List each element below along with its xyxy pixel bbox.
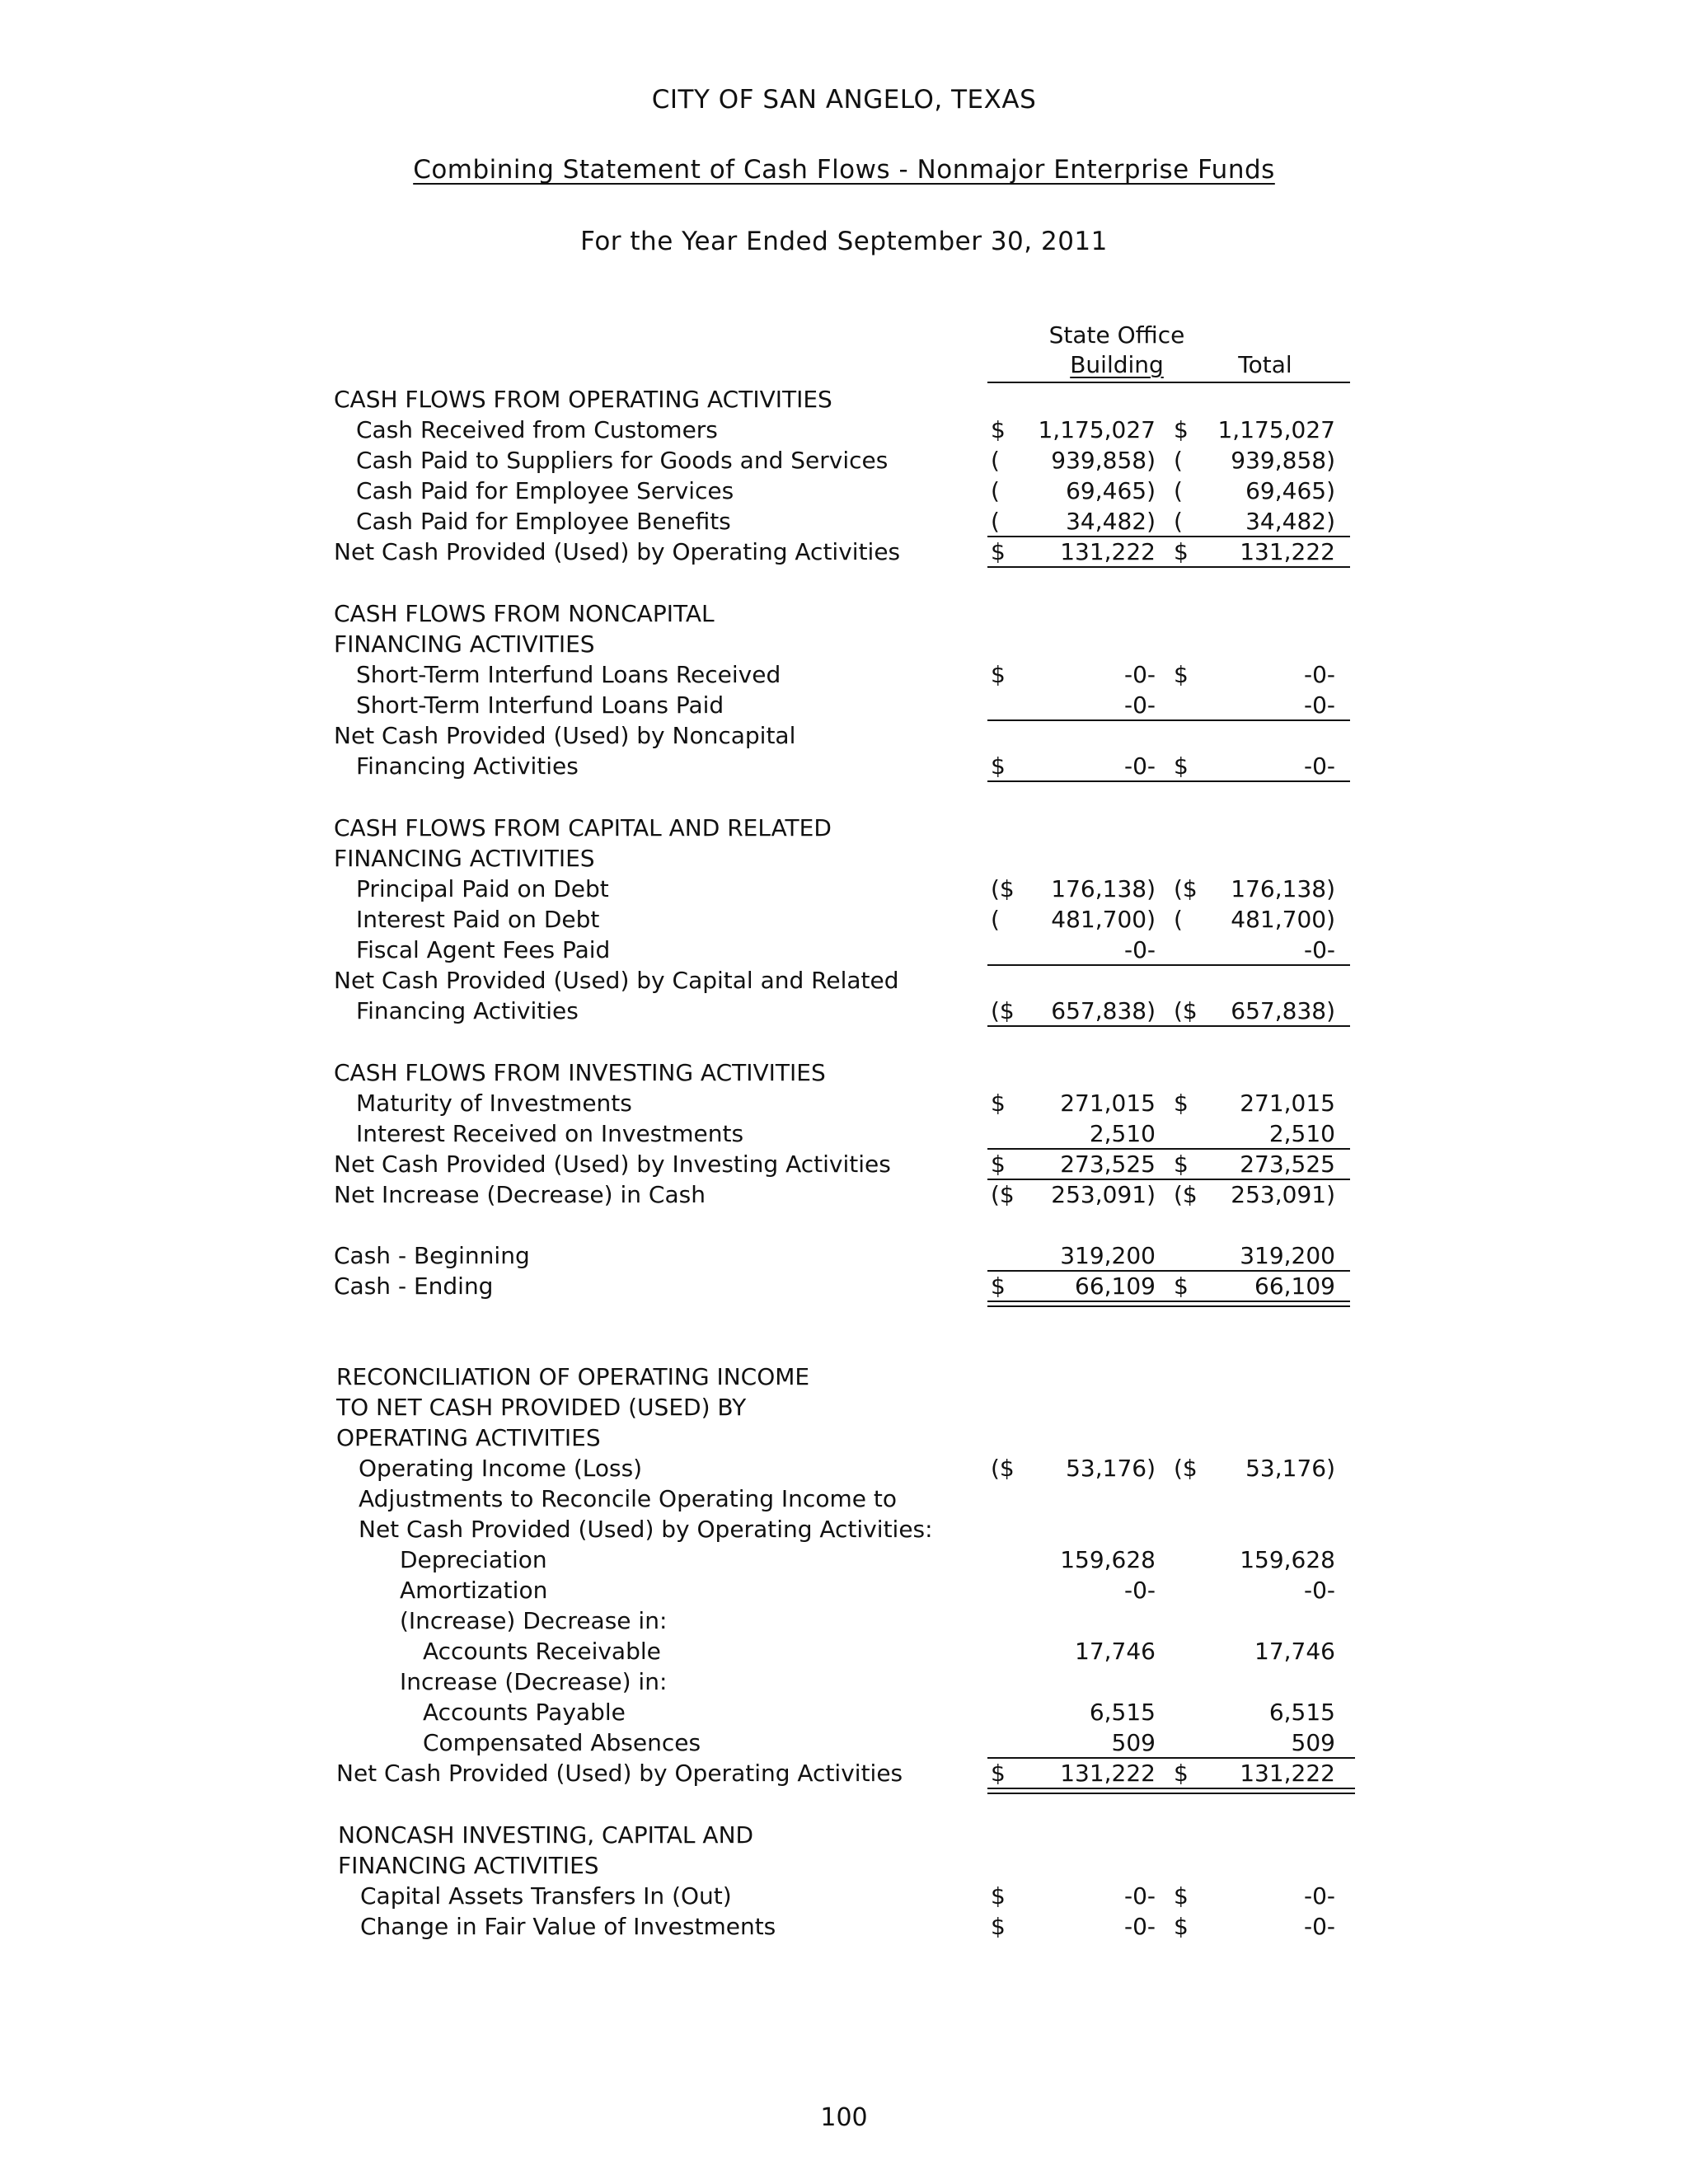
paren-currency-sign: ($: [1174, 1455, 1198, 1482]
state-office-value: -0-: [1123, 1882, 1156, 1910]
table-row: [0, 1118, 1688, 1149]
row-label: Change in Fair Value of Investments: [360, 1913, 776, 1940]
row-label: Accounts Receivable: [423, 1638, 661, 1665]
table-row: [0, 690, 1688, 720]
paren-currency-sign: ($: [1174, 1181, 1198, 1208]
state-office-value: 53,176): [1066, 1455, 1156, 1482]
currency-sign: $: [991, 1882, 1006, 1910]
total-value: 34,482): [1245, 508, 1335, 535]
total-value: -0-: [1303, 936, 1335, 963]
total-value: -0-: [1303, 1577, 1335, 1604]
total-value: 939,858): [1231, 447, 1335, 474]
section-heading-text: FINANCING ACTIVITIES: [334, 845, 595, 872]
row-label: Principal Paid on Debt: [356, 875, 609, 902]
total-value: 176,138): [1231, 875, 1335, 902]
section-heading-operating: [0, 384, 1688, 415]
column-header-state-office-line1: State Office: [1048, 321, 1185, 349]
paren-sign: (: [1174, 477, 1183, 504]
row-label: Accounts Payable: [423, 1699, 626, 1726]
table-row: [0, 445, 1688, 476]
table-row-total: [0, 751, 1688, 781]
table-row: [0, 1575, 1688, 1605]
currency-sign: $: [991, 1760, 1006, 1787]
state-office-value: 6,515: [1089, 1699, 1156, 1726]
state-office-value: 481,700): [1051, 906, 1156, 933]
paren-currency-sign: ($: [1174, 875, 1198, 902]
state-office-value: 66,109: [1075, 1272, 1156, 1300]
row-label: Net Cash Provided (Used) by Operating Activities: [336, 1760, 903, 1787]
row-label: Net Cash Provided (Used) by Capital and Related: [334, 967, 899, 994]
currency-sign: $: [1174, 1272, 1189, 1300]
section-heading-investing: [0, 1057, 1688, 1088]
row-label: Cash Paid for Employee Benefits: [356, 508, 731, 535]
document-title-city: CITY OF SAN ANGELO, TEXAS: [651, 85, 1037, 115]
table-row: [0, 1514, 1688, 1544]
total-value: 131,222: [1240, 538, 1335, 565]
currency-sign: $: [991, 416, 1006, 443]
paren-sign: (: [991, 906, 1000, 933]
table-row: [0, 1088, 1688, 1118]
state-office-value: 69,465): [1066, 477, 1156, 504]
row-label: Net Cash Provided (Used) by Operating Activities: [334, 538, 901, 565]
section-heading-text: CASH FLOWS FROM OPERATING ACTIVITIES: [334, 386, 832, 413]
table-row: [0, 506, 1688, 537]
row-label: Depreciation: [400, 1546, 547, 1573]
total-rule: [987, 1025, 1350, 1027]
paren-currency-sign: ($: [991, 1181, 1015, 1208]
double-rule-top: [987, 1301, 1350, 1302]
state-office-value: 176,138): [1051, 875, 1156, 902]
table-row: [0, 476, 1688, 506]
row-label: Cash Paid to Suppliers for Goods and Services: [356, 447, 889, 474]
currency-sign: $: [991, 1151, 1006, 1178]
currency-sign: $: [1174, 1882, 1189, 1910]
paren-currency-sign: ($: [991, 875, 1015, 902]
total-value: -0-: [1303, 691, 1335, 719]
state-office-value: 2,510: [1089, 1120, 1156, 1147]
total-rule: [987, 566, 1350, 568]
row-label: Increase (Decrease) in:: [400, 1668, 668, 1695]
state-office-value: -0-: [1123, 752, 1156, 780]
row-label: Maturity of Investments: [356, 1090, 632, 1117]
section-heading-reconciliation-2: [0, 1392, 1688, 1422]
state-office-value: 131,222: [1060, 1760, 1156, 1787]
state-office-value: 1,175,027: [1038, 416, 1156, 443]
paren-currency-sign: ($: [991, 1455, 1015, 1482]
row-label: Fiscal Agent Fees Paid: [356, 936, 611, 963]
paren-currency-sign: ($: [1174, 997, 1198, 1024]
section-heading-reconciliation-3: [0, 1422, 1688, 1453]
header-rule: [987, 382, 1350, 383]
currency-sign: $: [1174, 1151, 1189, 1178]
statement-title-text: Combining Statement of Cash Flows - Nonmajor Enterprise Funds: [413, 155, 1275, 185]
row-label: Capital Assets Transfers In (Out): [360, 1882, 732, 1910]
table-row: [0, 1697, 1688, 1727]
total-value: 17,746: [1254, 1638, 1335, 1665]
paren-sign: (: [1174, 906, 1183, 933]
state-office-value: -0-: [1123, 661, 1156, 688]
row-label: Net Cash Provided (Used) by Noncapital: [334, 722, 796, 749]
section-heading-noncash-2: [0, 1850, 1688, 1881]
total-value: 6,515: [1268, 1699, 1335, 1726]
paren-sign: (: [1174, 508, 1183, 535]
row-label: Cash - Ending: [334, 1272, 494, 1300]
total-value: 1,175,027: [1217, 416, 1335, 443]
row-label: Cash Paid for Employee Services: [356, 477, 734, 504]
currency-sign: $: [991, 661, 1006, 688]
statement-period: For the Year Ended September 30, 2011: [580, 227, 1108, 256]
currency-sign: $: [991, 538, 1006, 565]
section-heading-text: FINANCING ACTIVITIES: [334, 630, 595, 658]
table-row: [0, 1453, 1688, 1483]
double-rule-bottom: [987, 1305, 1350, 1307]
section-heading-reconciliation: [0, 1361, 1688, 1392]
state-office-value: 319,200: [1060, 1242, 1156, 1269]
table-row: [0, 415, 1688, 445]
row-label: Adjustments to Reconcile Operating Income to: [359, 1485, 897, 1512]
table-row: [0, 659, 1688, 690]
total-value: 273,525: [1240, 1151, 1335, 1178]
state-office-value: 131,222: [1060, 538, 1156, 565]
state-office-value: 657,838): [1051, 997, 1156, 1024]
row-label: Cash Received from Customers: [356, 416, 718, 443]
section-heading-text: OPERATING ACTIVITIES: [336, 1424, 601, 1451]
section-heading-text: CASH FLOWS FROM INVESTING ACTIVITIES: [334, 1059, 826, 1086]
page-number: 100: [820, 2103, 868, 2132]
row-label: Interest Paid on Debt: [356, 906, 600, 933]
paren-sign: (: [1174, 447, 1183, 474]
column-header-total: Total: [1238, 351, 1292, 378]
table-row: [0, 1483, 1688, 1514]
section-heading-text: CASH FLOWS FROM CAPITAL AND RELATED: [334, 814, 832, 841]
row-label: Amortization: [400, 1577, 548, 1604]
double-rule-bottom: [987, 1793, 1355, 1794]
paren-sign: (: [991, 508, 1000, 535]
currency-sign: $: [1174, 1090, 1189, 1117]
state-office-value: 273,525: [1060, 1151, 1156, 1178]
state-office-value: 271,015: [1060, 1090, 1156, 1117]
table-row-total: [0, 996, 1688, 1026]
total-value: 253,091): [1231, 1181, 1335, 1208]
state-office-value: 509: [1111, 1729, 1156, 1756]
table-row: [0, 1911, 1688, 1942]
total-value: 481,700): [1231, 906, 1335, 933]
table-row: [0, 1179, 1688, 1210]
table-row: [0, 1240, 1688, 1271]
table-row: [0, 935, 1688, 965]
currency-sign: $: [1174, 1913, 1189, 1940]
table-row: [0, 1881, 1688, 1911]
total-value: 66,109: [1254, 1272, 1335, 1300]
table-row: [0, 720, 1688, 751]
state-office-value: 253,091): [1051, 1181, 1156, 1208]
total-value: -0-: [1303, 1913, 1335, 1940]
currency-sign: $: [1174, 1760, 1189, 1787]
section-heading-text: RECONCILIATION OF OPERATING INCOME: [336, 1363, 810, 1390]
total-value: 131,222: [1240, 1760, 1335, 1787]
section-heading-noncash: [0, 1820, 1688, 1850]
total-value: 319,200: [1240, 1242, 1335, 1269]
table-row-total: [0, 1758, 1688, 1788]
table-row: [0, 874, 1688, 904]
row-label: Cash - Beginning: [334, 1242, 530, 1269]
section-heading-noncapital-2: [0, 629, 1688, 659]
table-row: [0, 1605, 1688, 1636]
table-row: [0, 1544, 1688, 1575]
row-label: Short-Term Interfund Loans Paid: [356, 691, 724, 719]
table-row: [0, 1727, 1688, 1758]
state-office-value: -0-: [1123, 936, 1156, 963]
section-heading-capital: [0, 813, 1688, 843]
currency-sign: $: [991, 1090, 1006, 1117]
total-value: 53,176): [1245, 1455, 1335, 1482]
table-row: [0, 965, 1688, 996]
currency-sign: $: [1174, 538, 1189, 565]
section-heading-capital-2: [0, 843, 1688, 874]
section-heading-text: FINANCING ACTIVITIES: [338, 1852, 599, 1879]
section-heading-text: NONCASH INVESTING, CAPITAL AND: [338, 1821, 754, 1849]
state-office-value: -0-: [1123, 1577, 1156, 1604]
table-row-total: [0, 1149, 1688, 1179]
row-label: Interest Received on Investments: [356, 1120, 744, 1147]
paren-sign: (: [991, 477, 1000, 504]
total-value: 159,628: [1240, 1546, 1335, 1573]
state-office-value: -0-: [1123, 691, 1156, 719]
total-value: -0-: [1303, 1882, 1335, 1910]
row-label: Net Cash Provided (Used) by Investing Activities: [334, 1151, 891, 1178]
table-row-total: [0, 1271, 1688, 1301]
state-office-value: 17,746: [1075, 1638, 1156, 1665]
paren-currency-sign: ($: [991, 997, 1015, 1024]
total-value: -0-: [1303, 661, 1335, 688]
row-label: (Increase) Decrease in:: [400, 1607, 668, 1634]
section-heading-text: CASH FLOWS FROM NONCAPITAL: [334, 600, 715, 627]
section-heading-noncapital: [0, 598, 1688, 629]
total-value: 657,838): [1231, 997, 1335, 1024]
currency-sign: $: [1174, 752, 1189, 780]
double-rule-top: [987, 1788, 1355, 1789]
state-office-value: 34,482): [1066, 508, 1156, 535]
section-heading-text: TO NET CASH PROVIDED (USED) BY: [336, 1394, 747, 1421]
table-row-total: [0, 537, 1688, 567]
row-label: Net Increase (Decrease) in Cash: [334, 1181, 706, 1208]
row-label: Net Cash Provided (Used) by Operating Activities:: [359, 1516, 933, 1543]
column-header-building: Building: [1070, 351, 1164, 378]
state-office-value: 159,628: [1060, 1546, 1156, 1573]
state-office-value: -0-: [1123, 1913, 1156, 1940]
currency-sign: $: [1174, 416, 1189, 443]
total-value: 2,510: [1268, 1120, 1335, 1147]
state-office-value: 939,858): [1051, 447, 1156, 474]
total-value: 509: [1291, 1729, 1335, 1756]
total-value: 69,465): [1245, 477, 1335, 504]
paren-sign: (: [991, 447, 1000, 474]
table-row: [0, 1636, 1688, 1666]
row-label: Financing Activities: [356, 997, 579, 1024]
total-value: -0-: [1303, 752, 1335, 780]
row-label: Financing Activities: [356, 752, 579, 780]
currency-sign: $: [991, 1272, 1006, 1300]
table-row: [0, 1666, 1688, 1697]
total-rule: [987, 780, 1350, 782]
row-label: Operating Income (Loss): [359, 1455, 643, 1482]
currency-sign: $: [1174, 661, 1189, 688]
row-label: Short-Term Interfund Loans Received: [356, 661, 781, 688]
row-label: Compensated Absences: [423, 1729, 701, 1756]
total-value: 271,015: [1240, 1090, 1335, 1117]
currency-sign: $: [991, 752, 1006, 780]
table-row: [0, 904, 1688, 935]
currency-sign: $: [991, 1913, 1006, 1940]
statement-title: [0, 155, 1688, 185]
